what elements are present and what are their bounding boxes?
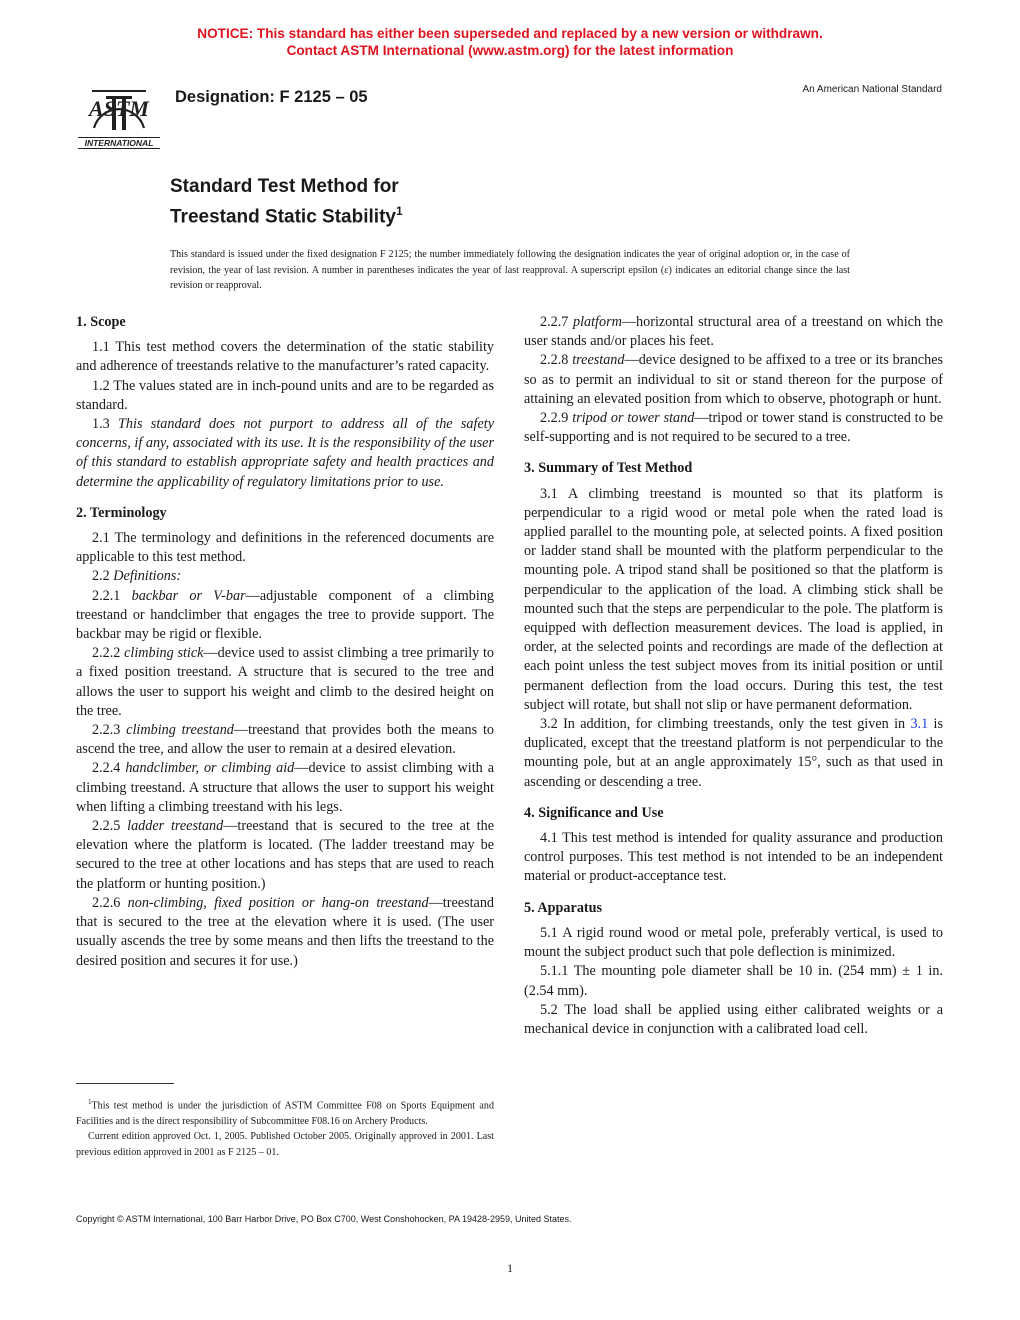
logo-text: ASTM: [89, 96, 149, 121]
notice-banner: [0, 26, 1020, 59]
heading-apparatus: 5. Apparatus: [524, 899, 603, 916]
definition-2-2-3: 2.2.3 climbing treestand—treestand that provides both the means to ascend the tree, and allow the user to remain at a desired elevation.: [76, 722, 494, 758]
para-5-2: 5.2 The load shall be applied using either calibrated weights or a mechanical device in conjunction with a calibrated load cell.: [524, 1001, 943, 1037]
copyright: Copyright © ASTM International, 100 Barr Harbor Drive, PO Box C700, West Conshohocken, PA 19428-2959, United States.: [76, 1214, 572, 1224]
footnote-edition: Current edition approved Oct. 1, 2005. Published October 2005. Originally approved in 2001. Last previous edition approved in 2001 as F 2125 – 01.: [76, 1131, 494, 1158]
para-2-2: 2.2 Definitions:: [92, 568, 182, 585]
para-3-1: 3.1 A climbing treestand is mounted so that its platform is perpendicular to a rigid wood or metal pole when the rated load is applied parallel to the mounting pole, at selected points. A fixed position or ladder stand shall be mounted with the platform perpendicular to the mounting pole. A tripod stand shall be positioned so that the platform is perpendicular to the application of the load. A climbing stick shall be mounted such that the steps are perpendicular to the pole. The platform is equipped with deflection measurement devices. The load is applied, in order, at the selected points and recordings are made of the deflection at each point unless the test subject moves from its initial position or until permanent deflection from the load occurs. During this test, the test subject will rotate, but shall not slip or have permanent deformation.: [524, 485, 943, 713]
heading-terminology: 2. Terminology: [76, 504, 167, 521]
definition-2-2-2: 2.2.2 climbing stick—device used to assist climbing a tree primarily to a fixed position treestand. A structure that is secured to the tree and allows the user to support his weight and climb to the desired height on the tree.: [76, 645, 495, 719]
astm-logo: [76, 76, 162, 152]
para-1-2: 1.2 The values stated are in inch-pound units and are to be regarded as standard.: [76, 377, 494, 413]
definition-2-2-5: 2.2.5 ladder treestand—treestand that is secured to the tree at the elevation where the platform is located. (The ladder treestand may be secured to the tree at other locations and has steps that are used to reach the platform or hunting position.): [76, 818, 494, 892]
heading-scope: 1. Scope: [76, 314, 126, 330]
para-3-2: 3.2 In addition, for climbing treestands, only the test given in 3.1 is duplicated, except that the treestand platform is not perpendicular to the mounting pole, but at an angle approximately 15°, such as that used in ascending or descending a tree.: [524, 716, 943, 790]
issued-note: This standard is issued under the fixed designation F 2125; the number immediately following the designation indicates the year of original adoption or, in the case of revision, the year of last revision. A number in parentheses indicates the year of last reapproval. A superscript epsilon (ε) indicates an editorial change since the last revision or reapproval.: [170, 249, 850, 291]
document-title: [170, 174, 403, 229]
para-1-1: 1.1 This test method covers the determination of the static stability and adherence of treestands relative to the manufacturer’s rated capacity.: [76, 339, 494, 375]
heading-summary: 3. Summary of Test Method: [524, 460, 693, 477]
definition-2-2-9: 2.2.9 tripod or tower stand—tripod or tower stand is constructed to be self-supporting and is not required to be secured to a tree.: [524, 410, 944, 446]
right-column: [524, 313, 943, 1039]
notice-line-1: NOTICE: This standard has either been superseded and replaced by a new version or withdrawn.: [197, 26, 823, 41]
para-2-1: 2.1 The terminology and definitions in the referenced documents are applicable to this test method.: [76, 530, 494, 566]
title-line-2: Treestand Static Stability$^1$: [170, 204, 403, 228]
title-line-1: Standard Test Method for: [170, 176, 399, 197]
footnotes: [76, 1095, 494, 1160]
footnote-1: $^1$This test method is under the jurisdiction of ASTM Committee F08 on Sports Equipment and Facilities and is the direct responsibility of Subcommittee F08.16 on Archery Products.: [76, 1098, 494, 1127]
section-link-3-1[interactable]: 3.1: [910, 716, 929, 733]
definition-2-2-6: 2.2.6 non-climbing, fixed position or hang-on treestand—treestand that is secured to the tree at the elevation where it is used. (The user usually ascends the tree by some means and then lifts the treestand to the desired position and secures it for use.): [76, 894, 495, 969]
para-1-3: 1.3 This standard does not purport to address all of the safety concerns, if any, associated with its use. It is the responsibility of the user of this standard to establish appropriate safety and health practices and determine the applicability of regulatory limitations prior to use.: [76, 416, 494, 490]
para-4-1: 4.1 This test method is intended for quality assurance and production control purposes. This test method is not intended to be an independent material or product-acceptance test.: [524, 830, 943, 885]
page-number: 1: [507, 1261, 513, 1275]
designation: Designation: F 2125 – 05: [175, 88, 368, 106]
footnote-divider: [76, 1083, 174, 1084]
title-footnote-mark: 1: [395, 204, 403, 218]
para-5-1-1: 5.1.1 The mounting pole diameter shall be 10 in. (254 mm) ± 1 in. (2.54 mm).: [524, 963, 943, 999]
left-column: [76, 313, 494, 971]
definition-2-2-4: 2.2.4 handclimber, or climbing aid—device to assist climbing with a climbing treestand. A structure that allows the user to support his weight when lifting a climbing treestand with his legs.: [76, 760, 494, 815]
heading-significance: 4. Significance and Use: [524, 804, 664, 821]
definition-2-2-1: 2.2.1 backbar or V-bar—adjustable component of a climbing treestand or handclimber that engages the tree to provide support. The backbar may be rigid or flexible.: [76, 587, 495, 643]
definition-2-2-7: 2.2.7 platform—horizontal structural area of a treestand on which the user stands and/or places his feet.: [524, 314, 943, 350]
definition-2-2-8: 2.2.8 treestand—device designed to be affixed to a tree or its branches so as to permit an individual to sit or stand thereon for the purpose of attaining an elevated position from which to observe, photograph or hunt.: [524, 352, 944, 407]
notice-line-2: Contact ASTM International (www.astm.org) for the latest information: [286, 42, 734, 58]
logo-subtext: INTERNATIONAL: [84, 138, 154, 148]
american-national-standard: An American National Standard: [802, 84, 942, 95]
para-5-1: 5.1 A rigid round wood or metal pole, preferably vertical, is used to mount the subject product such that pole deflection is minimized.: [524, 924, 943, 961]
